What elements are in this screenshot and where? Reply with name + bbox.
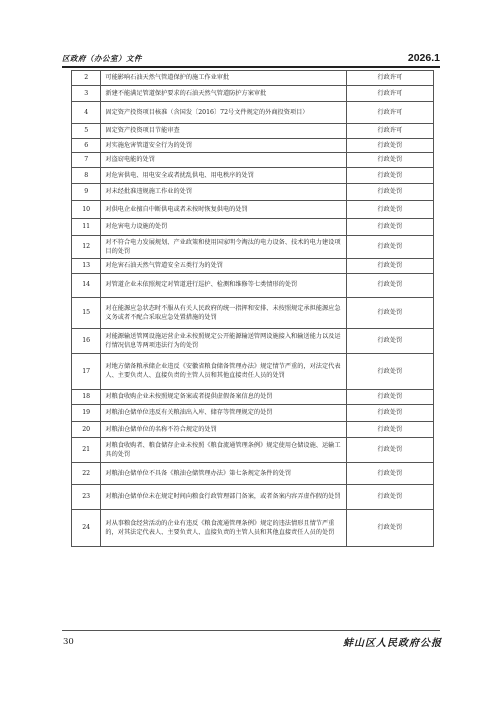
publication-title: 蚌山区人民政府公报: [343, 638, 442, 649]
row-item-type: 行政处罚: [346, 219, 433, 236]
row-item-name: 新建不能满足管道保护要求的石油天然气管道防护方案审批: [101, 85, 346, 102]
table-row: [72, 153, 434, 168]
row-item-name: 对在能源应急状态时不服从有关人民政府的统一指挥和安排、未按照规定承担能源应急义务或者不配合采取应急处置措施的处罚: [101, 297, 346, 329]
row-number: 4: [72, 102, 101, 124]
table-row: [72, 85, 434, 102]
row-item-name: 对管道企业未依照规定对管道进行巡护、检测和维修等七类情形的处罚: [101, 273, 346, 297]
row-number: 14: [72, 273, 101, 297]
row-item-type: 行政处罚: [346, 235, 433, 259]
row-item-name: 对地方储备粮承储企业违反《安徽省粮食储备管理办法》规定情节严重的，对法定代表人、主要负责人、直接负责的主管人员和其他直接责任人员的处罚: [101, 354, 346, 390]
table-row: [72, 438, 434, 463]
row-item-name: 可能影响石油天然气管道保护的施工作业审批: [101, 71, 346, 86]
row-item-name: 固定资产投资项目节能审查: [101, 124, 346, 139]
table-row: [72, 463, 434, 485]
table-row: [72, 510, 434, 547]
table-row: [72, 184, 434, 201]
row-item-name: 对盗窃电能的处罚: [101, 153, 346, 168]
row-item-name: 对实施危害管道安全行为的处罚: [101, 138, 346, 153]
footer-divider: [62, 630, 440, 631]
row-number: 16: [72, 329, 101, 354]
row-item-type: 行政许可: [346, 124, 433, 139]
row-item-type: 行政处罚: [346, 405, 433, 422]
row-item-type: 行政许可: [346, 85, 433, 102]
row-item-type: 行政处罚: [346, 438, 433, 463]
table-row: [72, 329, 434, 354]
table-row: [72, 102, 434, 124]
row-number: 12: [72, 235, 101, 259]
row-number: 18: [72, 389, 101, 405]
row-number: 20: [72, 421, 101, 438]
row-number: 9: [72, 184, 101, 201]
table-row: [72, 235, 434, 259]
table-row: [72, 138, 434, 153]
row-number: 21: [72, 438, 101, 463]
table-row: [72, 167, 434, 184]
row-item-name: 对粮油仓储单位违反有关粮油出入库、储存等管理规定的处罚: [101, 405, 346, 422]
row-item-type: 行政处罚: [346, 153, 433, 168]
header-divider: [62, 66, 440, 68]
row-number: 3: [72, 85, 101, 102]
table-row: [72, 485, 434, 510]
row-number: 6: [72, 138, 101, 153]
row-item-type: 行政处罚: [346, 485, 433, 510]
table-row: [72, 219, 434, 236]
row-item-type: 行政处罚: [346, 138, 433, 153]
table-row: [72, 421, 434, 438]
row-number: 7: [72, 153, 101, 168]
row-number: 13: [72, 259, 101, 274]
row-item-type: 行政处罚: [346, 463, 433, 485]
row-item-name: 对危害石油天然气管道安全五类行为的处罚: [101, 259, 346, 274]
row-item-type: 行政处罚: [346, 389, 433, 405]
row-item-name: 对粮油仓储单位未在规定时间向粮食行政管理部门备案，或者备案内容弄虚作假的处罚: [101, 485, 346, 510]
table-row: [72, 405, 434, 422]
row-item-type: 行政处罚: [346, 329, 433, 354]
row-number: 24: [72, 510, 101, 547]
row-item-type: 行政处罚: [346, 200, 433, 219]
row-item-name: 对未经批准违规施工作业的处罚: [101, 184, 346, 201]
row-item-name: 对危害供电、用电安全或者扰乱供电、用电秩序的处罚: [101, 167, 346, 184]
row-number: 22: [72, 463, 101, 485]
row-number: 17: [72, 354, 101, 390]
row-item-type: 行政处罚: [346, 184, 433, 201]
row-number: 8: [72, 167, 101, 184]
row-item-name: 对能源输送管网设施运营企业未按照规定公开能源输送管网设施接入和输送能力以及运行情况信息等两项违法行为的处罚: [101, 329, 346, 354]
page-header: [62, 53, 440, 66]
table-row: [72, 200, 434, 219]
row-item-type: 行政处罚: [346, 167, 433, 184]
row-item-type: 行政处罚: [346, 273, 433, 297]
table-body: [72, 71, 434, 547]
row-number: 15: [72, 297, 101, 329]
power-list-table: [71, 70, 434, 547]
row-number: 2: [72, 71, 101, 86]
header-issue-number: 2026.1: [407, 52, 440, 64]
table-row: [72, 389, 434, 405]
row-item-name: 对从事粮食经营活动的企业有违反《粮食流通管理条例》规定的违法情形且情节严重的，对其法定代表人、主要负责人、直接负责的主管人员和其他直接责任人员的处罚: [101, 510, 346, 547]
table-row: [72, 259, 434, 274]
table-row: [72, 273, 434, 297]
row-item-name: 对粮食收购者、粮食储存企业未按照《粮食流通管理条例》规定使用仓储设施、运输工具的处罚: [101, 438, 346, 463]
row-item-name: 对粮油仓储单位不具备《粮油仓储管理办法》第七条规定条件的处罚: [101, 463, 346, 485]
row-item-name: 对粮食收购企业未按照规定备案或者提供虚假备案信息的处罚: [101, 389, 346, 405]
row-item-type: 行政处罚: [346, 297, 433, 329]
row-item-name: 对供电企业擅自中断供电或者未按时恢复供电的处罚: [101, 200, 346, 219]
row-item-type: 行政处罚: [346, 259, 433, 274]
row-item-name: 对粮油仓储单位的名称不符合规定的处罚: [101, 421, 346, 438]
row-item-type: 行政处罚: [346, 421, 433, 438]
page-number: 30: [63, 637, 74, 647]
row-number: 5: [72, 124, 101, 139]
row-item-type: 行政处罚: [346, 354, 433, 390]
table-row: [72, 297, 434, 329]
row-item-type: 行政许可: [346, 71, 433, 86]
row-item-type: 行政许可: [346, 102, 433, 124]
row-number: 19: [72, 405, 101, 422]
table-row: [72, 71, 434, 86]
row-number: 23: [72, 485, 101, 510]
row-item-name: 对不符合电力发展规划、产业政策和使用国家明令淘汰的电力设备、技术的电力建设项目的处罚: [101, 235, 346, 259]
row-item-name: 对危害电力设施的处罚: [101, 219, 346, 236]
row-item-type: 行政处罚: [346, 510, 433, 547]
row-item-name: 固定资产投资项目核准（含国发〔2016〕72号文件规定的外商投资项目）: [101, 102, 346, 124]
header-section-title: 区政府（办公室）文件: [62, 54, 142, 63]
table-row: [72, 354, 434, 390]
table-row: [72, 124, 434, 139]
row-number: 10: [72, 200, 101, 219]
row-number: 11: [72, 219, 101, 236]
